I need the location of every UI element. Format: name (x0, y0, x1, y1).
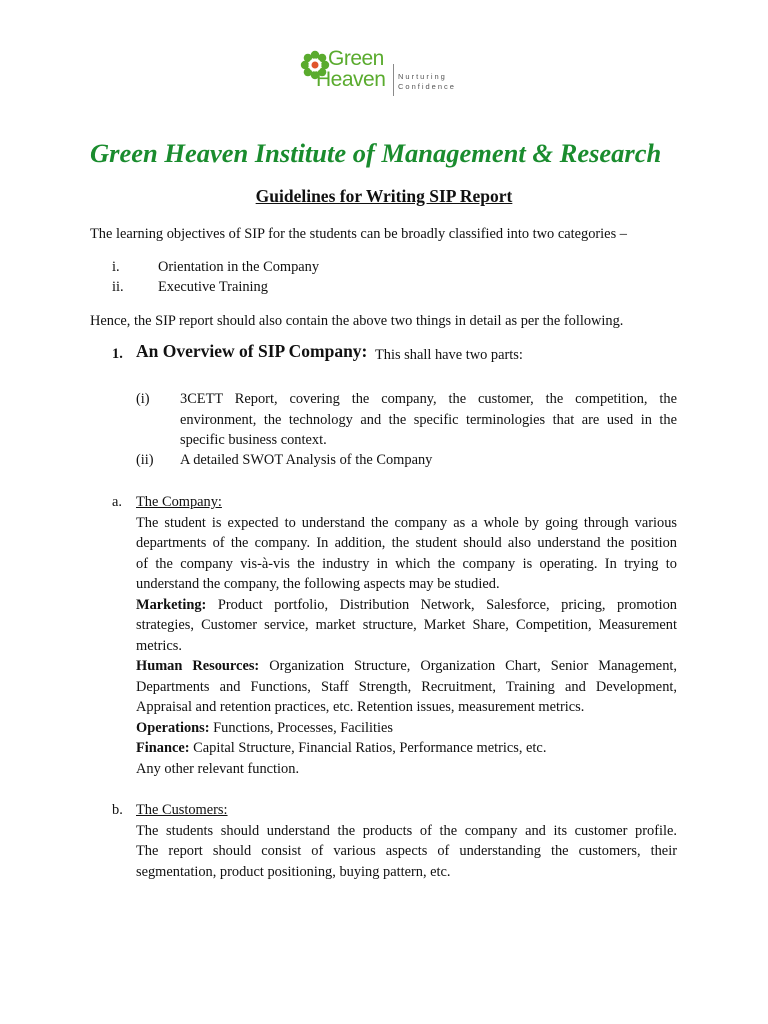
operations-text: Functions, Processes, Facilities (209, 719, 394, 736)
objective-number: ii. (112, 279, 124, 295)
finance-text: Capital Structure, Financial Ratios, Performance metrics, etc. (189, 740, 547, 756)
finance-line (136, 738, 677, 759)
text-line: of the company vis-à-vis the industry in which the company is operating. In trying to (136, 555, 677, 572)
text-line: departments of the company. In addition, the student should also understand the position (136, 535, 677, 551)
subsection-letter: a. (112, 494, 122, 510)
operations-line (136, 718, 677, 739)
text-line: 3CETT Report, covering the company, the customer, the competition, the (180, 391, 677, 407)
hence-paragraph: Hence, the SIP report should also contain the above two things in detail as per the following. (90, 313, 624, 329)
document-title: Guidelines for Writing SIP Report (255, 186, 513, 206)
marketing-text: Product portfolio, Distribution Network, Salesforce, pricing, promotion (206, 596, 677, 613)
text-line: strategies, Customer service, market structure, Market Share, Competition, Measurement (136, 617, 677, 633)
operations-label: Operations: (136, 719, 210, 736)
text-line: segmentation, product positioning, buying pattern, etc. (136, 863, 451, 880)
part-number: (ii) (136, 452, 154, 468)
hr-text: Organization Structure, Organization Chart, Senior Management, (259, 658, 677, 674)
objective-text: Executive Training (158, 279, 268, 295)
logo-word-green: Green (328, 47, 384, 70)
section-heading-tail: This shall have two parts: (375, 347, 523, 363)
text-line: Appraisal and retention practices, etc. Retention issues, measurement metrics. (136, 699, 585, 715)
marketing-line (136, 595, 677, 616)
finance-label: Finance: (136, 740, 190, 756)
logo-tagline-1: Nurturing (398, 72, 447, 81)
text-line: The student is expected to understand the company as a whole by going through various (136, 514, 677, 531)
section-number: 1. (112, 346, 123, 362)
objective-text: Orientation in the Company (158, 259, 320, 275)
institute-title: Green Heaven Institute of Management & Research (90, 138, 662, 168)
hr-label: Human Resources: (136, 658, 260, 674)
logo-word-heaven: Heaven (316, 68, 386, 91)
part-number: (i) (136, 391, 150, 407)
text-line: understand the company, the following aspects may be studied. (136, 576, 500, 592)
part-text (180, 389, 677, 451)
brand-logo (300, 46, 470, 102)
logo-divider (393, 64, 394, 96)
part-text: A detailed SWOT Analysis of the Company (180, 452, 433, 468)
subsection-letter: b. (112, 802, 123, 818)
intro-paragraph: The learning objectives of SIP for the students can be broadly classified into two categories – (90, 226, 627, 242)
text-line: environment, the technology and the specific terminologies that are used in the (180, 411, 677, 428)
objective-number: i. (112, 259, 120, 275)
text-line: The students should understand the products of the company and its customer profile. (136, 822, 677, 839)
text-line: The report should consist of various aspects of understanding the customers, their (136, 843, 677, 859)
text-line: Departments and Functions, Staff Strength, Recruitment, Training and Development, (136, 678, 677, 695)
marketing-label: Marketing: (136, 596, 207, 613)
subsection-customers (136, 800, 677, 882)
text-line: metrics. (136, 637, 182, 654)
subsection-title: The Customers: (136, 802, 228, 818)
subsection-company (136, 492, 677, 779)
text-line: Any other relevant function. (136, 760, 300, 777)
hr-line (136, 656, 677, 677)
subsection-title: The Company: (136, 494, 222, 510)
text-line: specific business context. (180, 432, 327, 448)
section-heading: An Overview of SIP Company: (136, 341, 368, 361)
logo-tagline-2: Confidence (398, 82, 456, 91)
